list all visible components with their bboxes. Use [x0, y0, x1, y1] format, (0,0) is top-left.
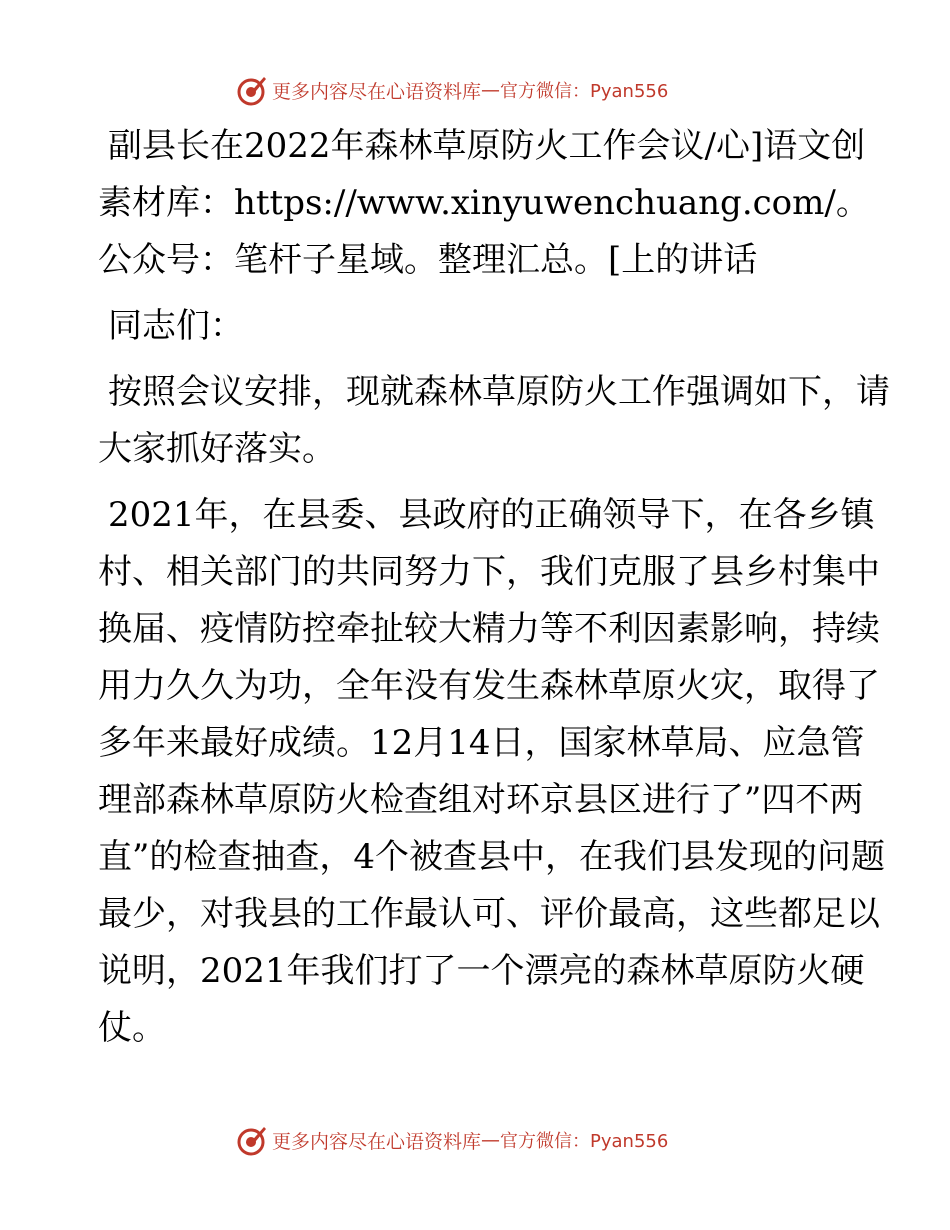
watermark-text: 更多内容尽在心语资料库 — [272, 80, 482, 103]
watermark-wechat: 官方微信：Pyan556 — [500, 1131, 669, 1152]
quill-logo-icon — [234, 73, 268, 107]
greeting: 同志们： — [108, 306, 244, 346]
paragraph-2: 2021年，在县委、县政府的正确领导下，在各乡镇村、相关部门的共同努力下，我们克服了县乡村集中换届、疫情防控牵扯较大精力等不利因素影响，持续用力久久为功，全年没有发生森林草原火灾，取得了多年来最好成绩。12月14日，国家林草局、应急管理部森林草原防火检查组对环京县区进行了”四不两直”的检查抽查，4个被查县中，在我们县发现的问题最少，对我县的工作最认可、评价最高，这些都足以说明，2021年我们打了一个漂亮的森林草原防火硬仗。 — [98, 495, 886, 1048]
document-title: 副县长在2022年森林草原防火工作会议/心]语文创素材库：https://www.xinyuwenchuang.com/。公众号：笔杆子星域。整理汇总。[上的讲话 — [98, 126, 870, 280]
watermark-dash: — — [481, 1129, 501, 1151]
header-watermark — [0, 70, 950, 110]
paragraph-1: 按照会议安排，现就森林草原防火工作强调如下，请大家抓好落实。 — [98, 372, 890, 469]
watermark-text: 更多内容尽在心语资料库 — [272, 1130, 482, 1153]
watermark-wechat: 官方微信：Pyan556 — [500, 81, 669, 102]
footer-watermark — [0, 1120, 950, 1160]
quill-logo-icon — [234, 1123, 268, 1157]
document-body — [98, 118, 898, 1066]
watermark-dash: — — [481, 79, 501, 101]
